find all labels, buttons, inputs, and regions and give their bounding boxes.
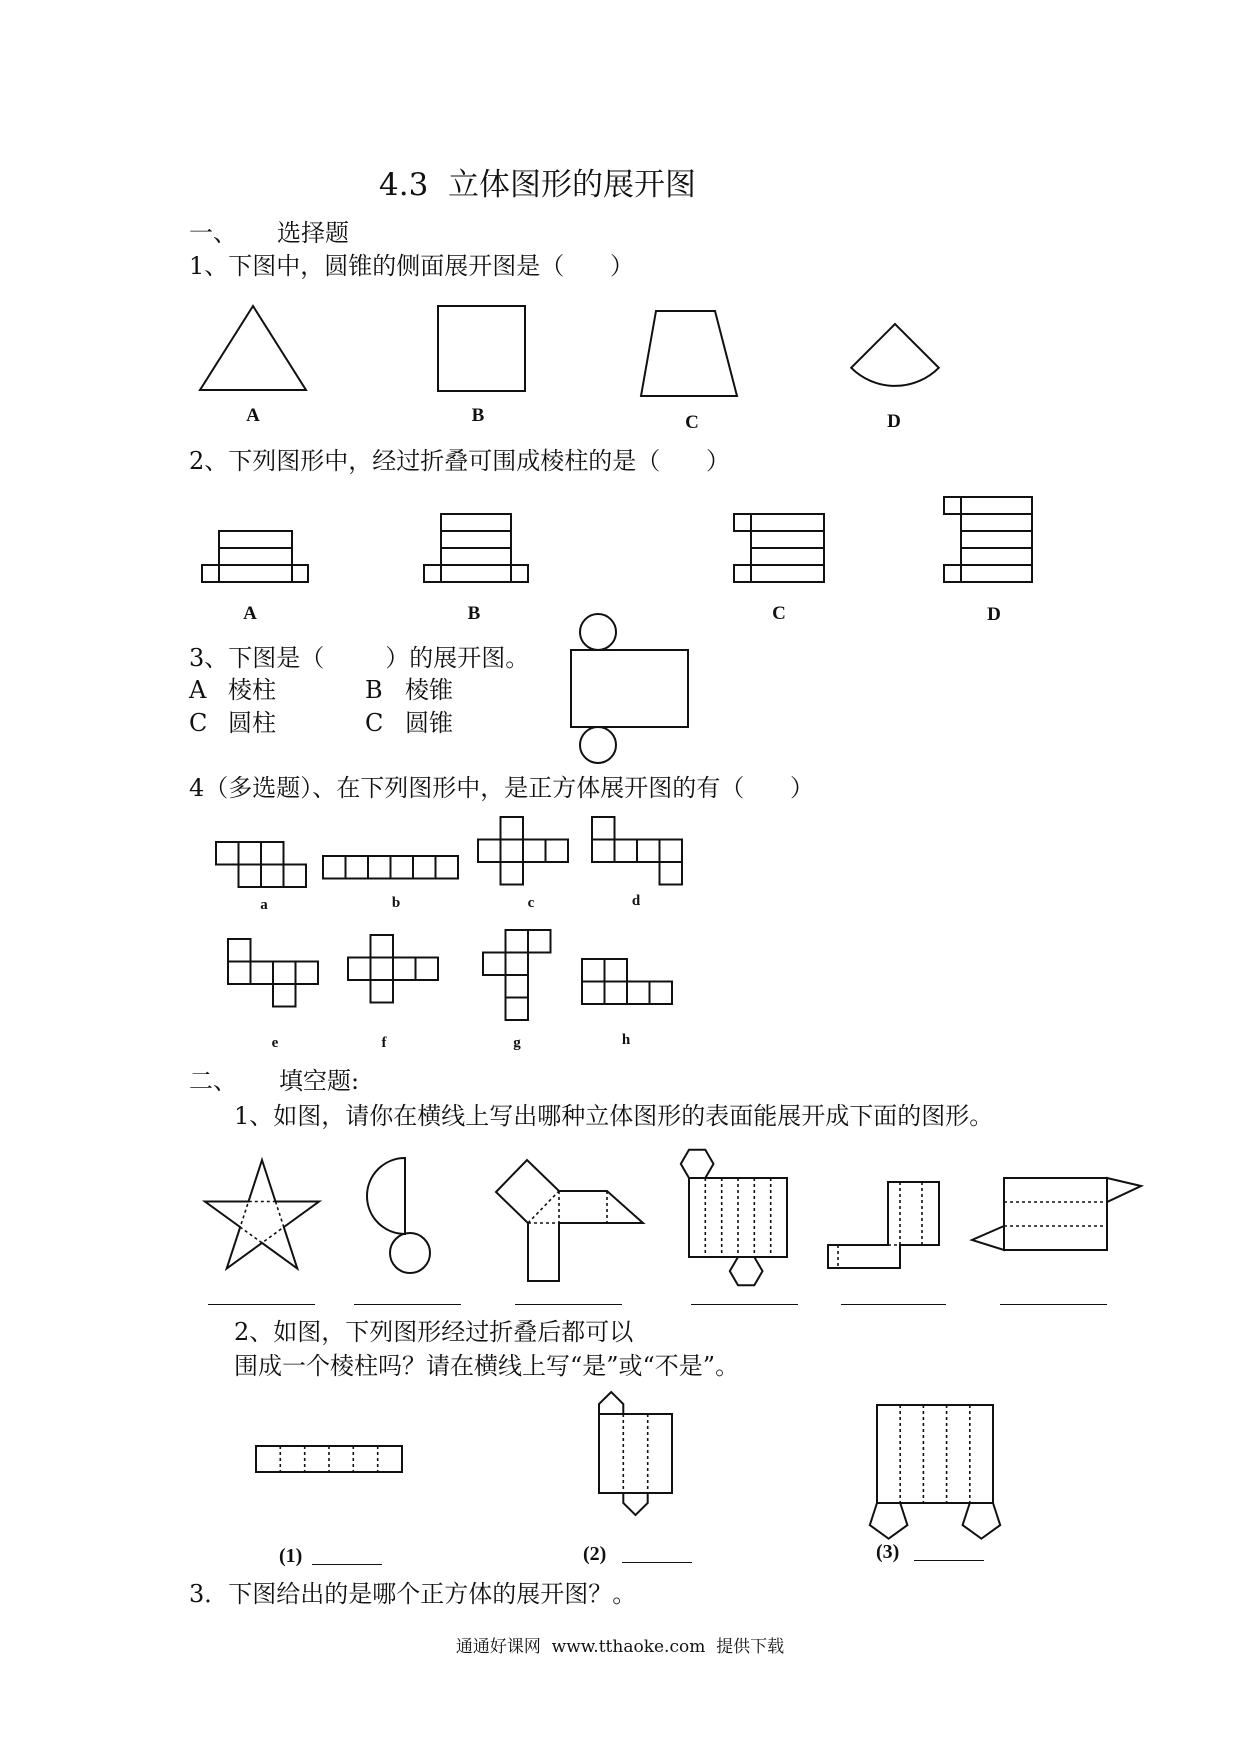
cube-net-e-square	[273, 962, 296, 985]
page-title: 4.3 立体图形的展开图	[379, 167, 697, 203]
cube-net-b	[323, 856, 458, 879]
cube-net-e-square	[228, 939, 251, 962]
q4-text: 4（多选题）、在下列图形中，是正方体展开图的有（ ）	[189, 774, 815, 802]
q3-choice-letter: C	[365, 709, 384, 737]
q4-label-h: h	[621, 1032, 631, 1048]
q4-label-b: b	[391, 895, 401, 911]
cube-net-b-square	[436, 856, 459, 879]
q4-label-e: e	[271, 1035, 279, 1051]
cube-net-e-square	[251, 962, 274, 985]
cube-net-b-square	[391, 856, 414, 879]
q2-option-d-net	[944, 497, 1032, 582]
cube-net-g	[483, 930, 551, 1020]
q2-label-a: A	[243, 603, 257, 624]
cube-net-f-square	[371, 958, 394, 981]
q3-choice-name: 棱锥	[405, 676, 453, 704]
cube-net-f	[348, 935, 438, 1003]
fill3-text: 3．下图给出的是哪个正方体的展开图？。	[189, 1580, 637, 1608]
cube-net-d-square	[592, 817, 615, 840]
fill1-figure-triangular-prism-net-2	[972, 1178, 1141, 1250]
q1-option-a-triangle	[200, 306, 306, 390]
cube-net-h	[582, 959, 672, 1004]
q2-label-c: C	[772, 603, 786, 624]
cube-net-h-square	[582, 959, 605, 982]
cube-net-c-square	[546, 840, 569, 863]
cube-net-b-square	[323, 856, 346, 879]
section1-number: 一、	[189, 219, 237, 247]
cube-net-c-square	[501, 840, 524, 863]
cube-net-g-square	[506, 930, 529, 953]
cube-net-c	[478, 817, 568, 885]
fill1-text: 1、如图，请你在横线上写出哪种立体图形的表面能展开成下面的图形。	[234, 1102, 994, 1130]
q3-choice-name: 圆锥	[405, 709, 453, 737]
cube-net-h-square	[627, 982, 650, 1005]
section2-name: 填空题:	[279, 1067, 360, 1095]
cube-net-h-square	[605, 959, 628, 982]
cube-net-g-square	[528, 930, 551, 953]
q1-label-b: B	[471, 405, 485, 426]
cube-net-d	[592, 817, 682, 885]
q2-text: 2、下列图形中，经过折叠可围成棱柱的是（ ）	[189, 447, 731, 475]
q3-choice-letter: C	[189, 709, 208, 737]
cube-net-h-square	[582, 982, 605, 1005]
cube-net-e	[228, 939, 318, 1007]
cube-net-a-square	[284, 865, 307, 888]
q1-label-c: C	[685, 412, 699, 433]
fill2-figure-1-strip	[256, 1446, 402, 1472]
cube-net-d-square	[615, 840, 638, 863]
section2-number: 二、	[189, 1067, 237, 1095]
cube-net-d-square	[637, 840, 660, 863]
cube-net-d-square	[592, 840, 615, 863]
fill1-figure-cuboid-net	[828, 1182, 939, 1268]
fill2-figure-3-prism-net	[870, 1405, 1000, 1539]
fill2-text-line2: 围成一个棱柱吗？请在横线上写“是”或“不是”。	[234, 1352, 740, 1380]
fill2-label-3: (3)	[876, 1541, 900, 1563]
q1-option-d-sector	[851, 324, 939, 386]
q3-choice-letter: A	[189, 676, 207, 704]
fill2-text-line1: 2、如图，下列图形经过折叠后都可以	[234, 1318, 634, 1346]
cube-net-b-square	[413, 856, 436, 879]
fill1-figure-hexagonal-prism-net	[681, 1150, 787, 1285]
q4-label-d: d	[631, 893, 641, 909]
q3-choice-name: 圆柱	[228, 709, 276, 737]
q3-text: 3、下图是（ ）的展开图。	[189, 644, 530, 672]
cube-net-a	[216, 842, 306, 887]
fill2-figure-2-prism-net	[599, 1392, 672, 1515]
cube-net-h-square	[605, 982, 628, 1005]
cube-net-e-square	[273, 984, 296, 1007]
q4-label-c: c	[527, 895, 535, 911]
cube-net-c-square	[501, 862, 524, 885]
cube-net-a-square	[261, 842, 284, 865]
cylinder-bottom-circle	[580, 727, 616, 763]
cube-net-c-square	[501, 817, 524, 840]
cube-net-c-square	[523, 840, 546, 863]
footer-source: 通通好课网 www.tthaoke.com 提供下载	[455, 1637, 785, 1657]
fill2-label-2: (2)	[583, 1543, 607, 1565]
q4-label-f: f	[381, 1035, 387, 1051]
cube-net-a-square	[239, 842, 262, 865]
q1-option-c-trapezoid	[641, 311, 737, 396]
q2-option-a-net	[202, 531, 308, 582]
fill1-figure-semicircle-circle	[367, 1158, 430, 1273]
q3-choice-name: 棱柱	[228, 676, 276, 704]
q4-label-a: a	[260, 897, 268, 913]
q1-label-d: D	[887, 411, 901, 432]
cube-net-a-square	[261, 865, 284, 888]
fill1-figure-star	[205, 1160, 319, 1269]
cube-net-c-square	[478, 840, 501, 863]
cube-net-f-square	[371, 935, 394, 958]
cube-net-g-square	[483, 953, 506, 976]
cube-net-g-square	[506, 953, 529, 976]
cube-net-b-square	[368, 856, 391, 879]
fill1-figure-triangular-prism-net	[496, 1160, 643, 1281]
cube-net-g-square	[506, 998, 529, 1021]
cube-net-d-square	[660, 862, 683, 885]
q2-label-d: D	[987, 604, 1001, 625]
q4-label-g: g	[513, 1035, 521, 1051]
q1-option-b-square	[438, 306, 525, 391]
cube-net-a-square	[216, 842, 239, 865]
q2-option-b-net	[424, 514, 528, 582]
cube-net-e-square	[228, 962, 251, 985]
cube-net-a-square	[239, 865, 262, 888]
q4-cube-nets	[216, 817, 682, 1020]
cylinder-side-rectangle	[571, 650, 688, 727]
cube-net-d-square	[660, 840, 683, 863]
cube-net-e-square	[296, 962, 319, 985]
q2-option-c-net	[734, 514, 824, 582]
q3-choice-letter: B	[365, 676, 383, 704]
cube-net-h-square	[650, 982, 673, 1005]
cube-net-f-square	[348, 958, 371, 981]
cube-net-f-square	[393, 958, 416, 981]
q3-cylinder-net	[571, 614, 688, 763]
section1-name: 选择题	[277, 219, 349, 247]
q2-label-b: B	[467, 603, 481, 624]
cube-net-b-square	[346, 856, 369, 879]
q1-text: 1、下图中，圆锥的侧面展开图是（ ）	[189, 252, 635, 280]
cube-net-f-square	[371, 980, 394, 1003]
cube-net-g-square	[506, 975, 529, 998]
q1-label-a: A	[246, 405, 260, 426]
fill2-label-1: (1)	[279, 1545, 303, 1567]
cylinder-top-circle	[580, 614, 616, 650]
cube-net-f-square	[416, 958, 439, 981]
